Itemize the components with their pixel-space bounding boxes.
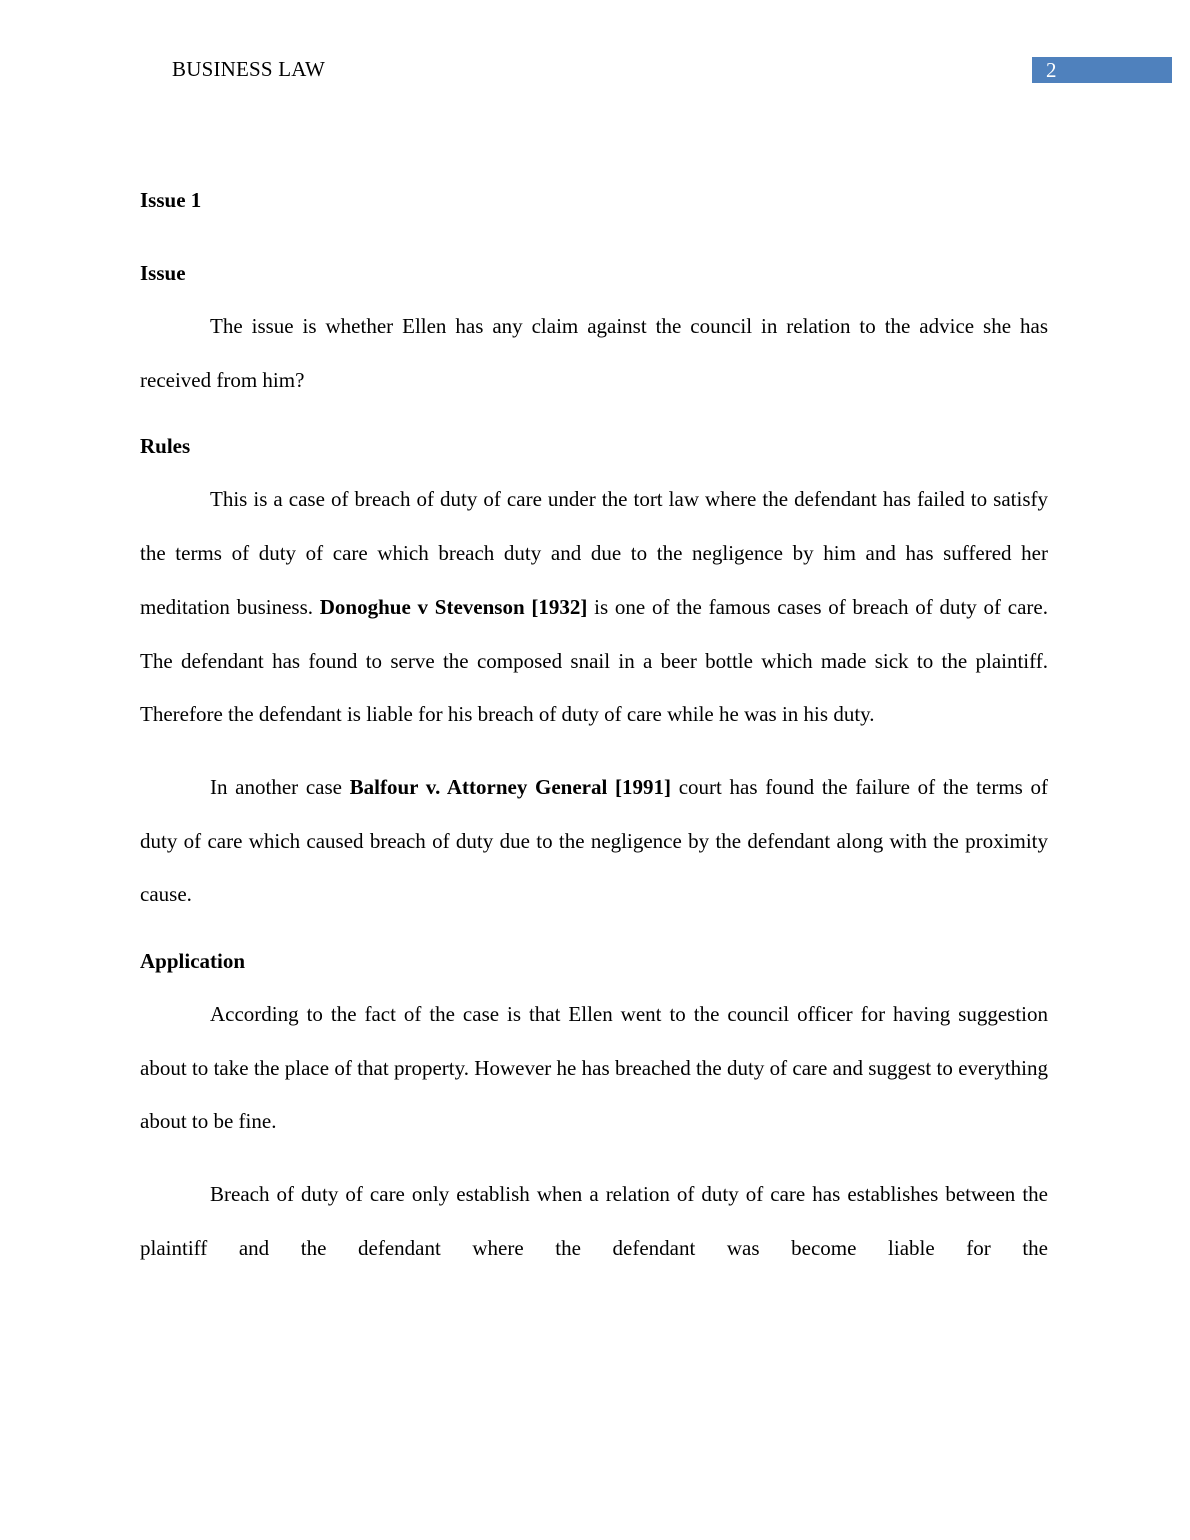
rules-paragraph-1 (140, 473, 1048, 742)
case-citation-balfour: Balfour v. Attorney General [1991] (349, 774, 672, 799)
rules-p1-text-after: is one of the famous cases of breach of duty of care. The defendant has found to serve the composed snail in a beer bottle which made sick to the plaintiff. Therefore the defendant is liable for his breach of duty of care while he was in his duty. (140, 594, 1048, 727)
rules-p2-text-after: court has found the failure of the terms of duty of care which caused breach of duty due to the negligence by the defendant along with the proximity cause. (140, 774, 1048, 907)
page-number: 2 (1046, 58, 1057, 82)
page-number-box (1032, 57, 1172, 83)
section-title: Issue 1 (140, 188, 202, 212)
application-paragraph-1: According to the fact of the case is that Ellen went to the council officer for having suggestion about to take the place of that property. However he has breached the duty of care and suggest to everything about to be fine. (140, 1002, 1048, 1134)
rules-p1-text-before: This is a case of breach of duty of care under the tort law where the defendant has failed to satisfy the terms of duty of care which breach duty and due to the negligence by him and has suffered her meditation business. (140, 487, 1048, 619)
running-header-title: BUSINESS LAW (172, 57, 325, 81)
rules-paragraph-2 (140, 761, 1048, 922)
rules-p2-text-before: In another case (210, 774, 350, 799)
document-body (140, 180, 1048, 1276)
application-paragraph-2: Breach of duty of care only establish when a relation of duty of care has establishes between the plaintiff and the defendant where the defendant was become liable for the (140, 1182, 1048, 1260)
issue-heading: Issue (140, 261, 186, 285)
rules-heading: Rules (140, 434, 191, 459)
issue-paragraph: The issue is whether Ellen has any claim against the council in relation to the advice she has received from him? (140, 314, 1048, 392)
application-heading: Application (140, 949, 246, 974)
case-citation-donoghue: Donoghue v Stevenson [1932] (319, 594, 588, 619)
